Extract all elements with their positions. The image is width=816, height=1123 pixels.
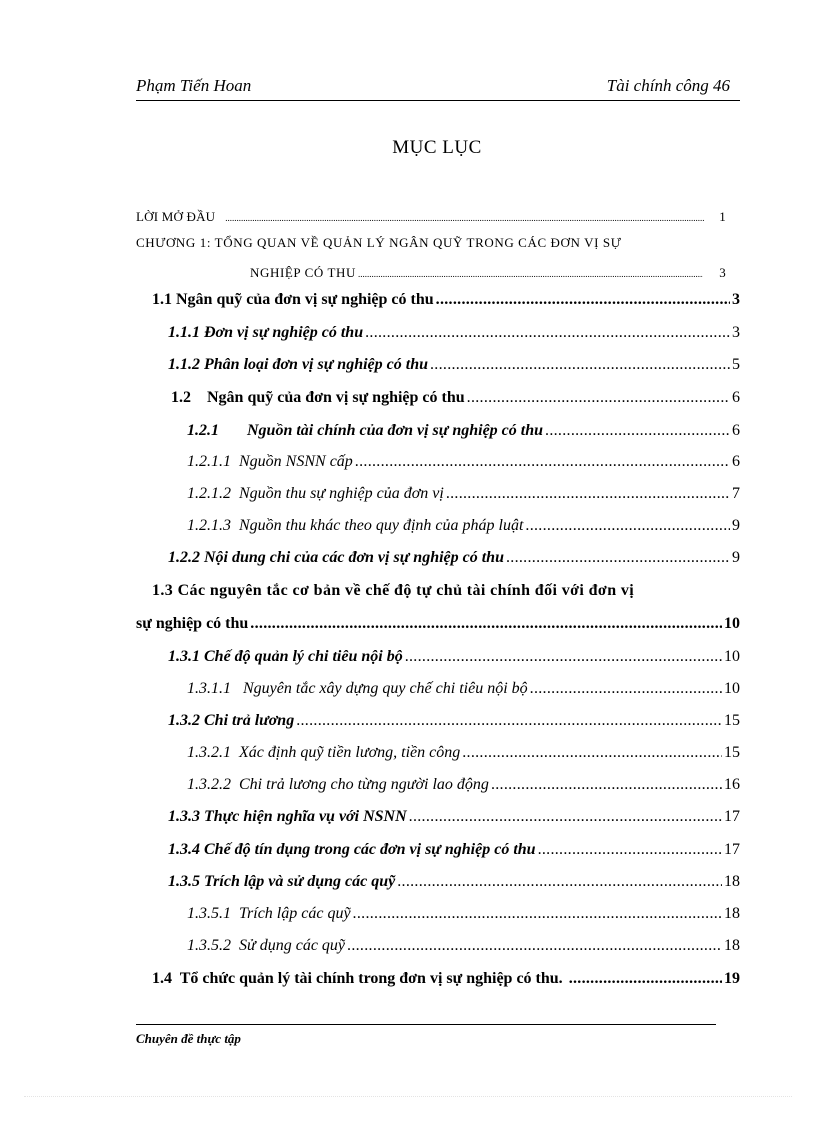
toc-entry-1-3-2-1[interactable]: 1.3.2.1 Xác định quỹ tiền lương, tiền công ..... 15: [187, 742, 740, 764]
toc-entry-1-2-1-2[interactable]: 1.2.1.2 Nguồn thu sự nghiệp của đơn vị ..... 7: [187, 483, 740, 505]
toc-entry-chapter-1-line1: CHƯƠNG 1: TỔNG QUAN VỀ QUẢN LÝ NGÂN QUỸ TRONG CÁC ĐƠN VỊ SỰ: [136, 235, 622, 250]
page-title: MỤC LỤC: [392, 137, 482, 158]
toc-entry-introduction[interactable]: LỜI MỞ ĐẦU ..... 1: [136, 206, 740, 229]
toc-entry-1-3-2[interactable]: 1.3.2 Chi trả lương ..... 15: [168, 710, 740, 732]
toc-entry-1-3-4[interactable]: 1.3.4 Chế độ tín dụng trong các đơn vị sự nghiệp có thu ..... 17: [168, 839, 740, 861]
page-footer: Chuyên đề thực tập: [136, 1031, 241, 1046]
toc-entry-1-3-1[interactable]: 1.3.1 Chế độ quản lý chi tiêu nội bộ ..... 10: [168, 646, 740, 668]
toc-entry-1-3[interactable]: [152, 580, 740, 602]
toc-entry-1-2-2[interactable]: 1.2.2 Nội dung chi của các đơn vị sự nghiệp có thu ..... 9: [168, 547, 740, 569]
header-class: Tài chính công 46: [606, 76, 730, 95]
toc-entry-1-2-1-3[interactable]: 1.2.1.3 Nguồn thu khác theo quy định của pháp luật ..... 9: [187, 515, 740, 537]
toc-entry-1-2[interactable]: 1.2 Ngân quỹ của đơn vị sự nghiệp có thu ..... 6: [171, 387, 740, 409]
page-bottom-border: [24, 1096, 792, 1097]
toc-entry-chapter-1-cont[interactable]: NGHIỆP CÓ THU ..... 3: [250, 262, 740, 285]
toc-entry-1-1-1[interactable]: 1.1.1 Đơn vị sự nghiệp có thu ..... 3: [168, 322, 740, 344]
toc-entry-1-3-1-1[interactable]: 1.3.1.1 Nguyên tắc xây dựng quy chế chi tiêu nội bộ ..... 10: [187, 678, 740, 700]
toc-entry-1-3-5-2[interactable]: 1.3.5.2 Sử dụng các quỹ ..... 18: [187, 935, 740, 957]
toc-entry-1-2-1[interactable]: 1.2.1 Nguồn tài chính của đơn vị sự nghiệp có thu ..... 6: [187, 420, 740, 442]
toc-entry-chapter-1[interactable]: [136, 234, 740, 252]
toc-entry-1-3-3[interactable]: 1.3.3 Thực hiện nghĩa vụ với NSNN ..... 17: [168, 806, 740, 828]
toc-entry-1-3-line1: 1.3 Các nguyên tắc cơ bản về chế độ tự chủ tài chính đối với đơn vị: [152, 582, 635, 599]
toc-entry-1-3-5[interactable]: 1.3.5 Trích lập và sử dụng các quỹ ..... 18: [168, 871, 740, 893]
header-author: Phạm Tiến Hoan: [136, 76, 252, 95]
toc-entry-1-1[interactable]: 1.1 Ngân quỹ của đơn vị sự nghiệp có thu ..... 3: [152, 289, 740, 311]
footer-divider: [136, 1024, 716, 1025]
toc-entry-1-3-2-2[interactable]: 1.3.2.2 Chi trả lương cho từng người lao động ..... 16: [187, 774, 740, 796]
toc-entry-1-3-5-1[interactable]: 1.3.5.1 Trích lập các quỹ ..... 18: [187, 903, 740, 925]
toc-entry-1-3-cont[interactable]: sự nghiệp có thu ..... 10: [136, 613, 740, 635]
toc-entry-1-2-1-1[interactable]: 1.2.1.1 Nguồn NSNN cấp ..... 6: [187, 451, 740, 473]
toc-entry-1-4[interactable]: 1.4 Tổ chức quản lý tài chính trong đơn vị sự nghiệp có thu. ..... 19: [152, 968, 740, 990]
toc-entry-1-1-2[interactable]: 1.1.2 Phân loại đơn vị sự nghiệp có thu ..... 5: [168, 354, 740, 376]
